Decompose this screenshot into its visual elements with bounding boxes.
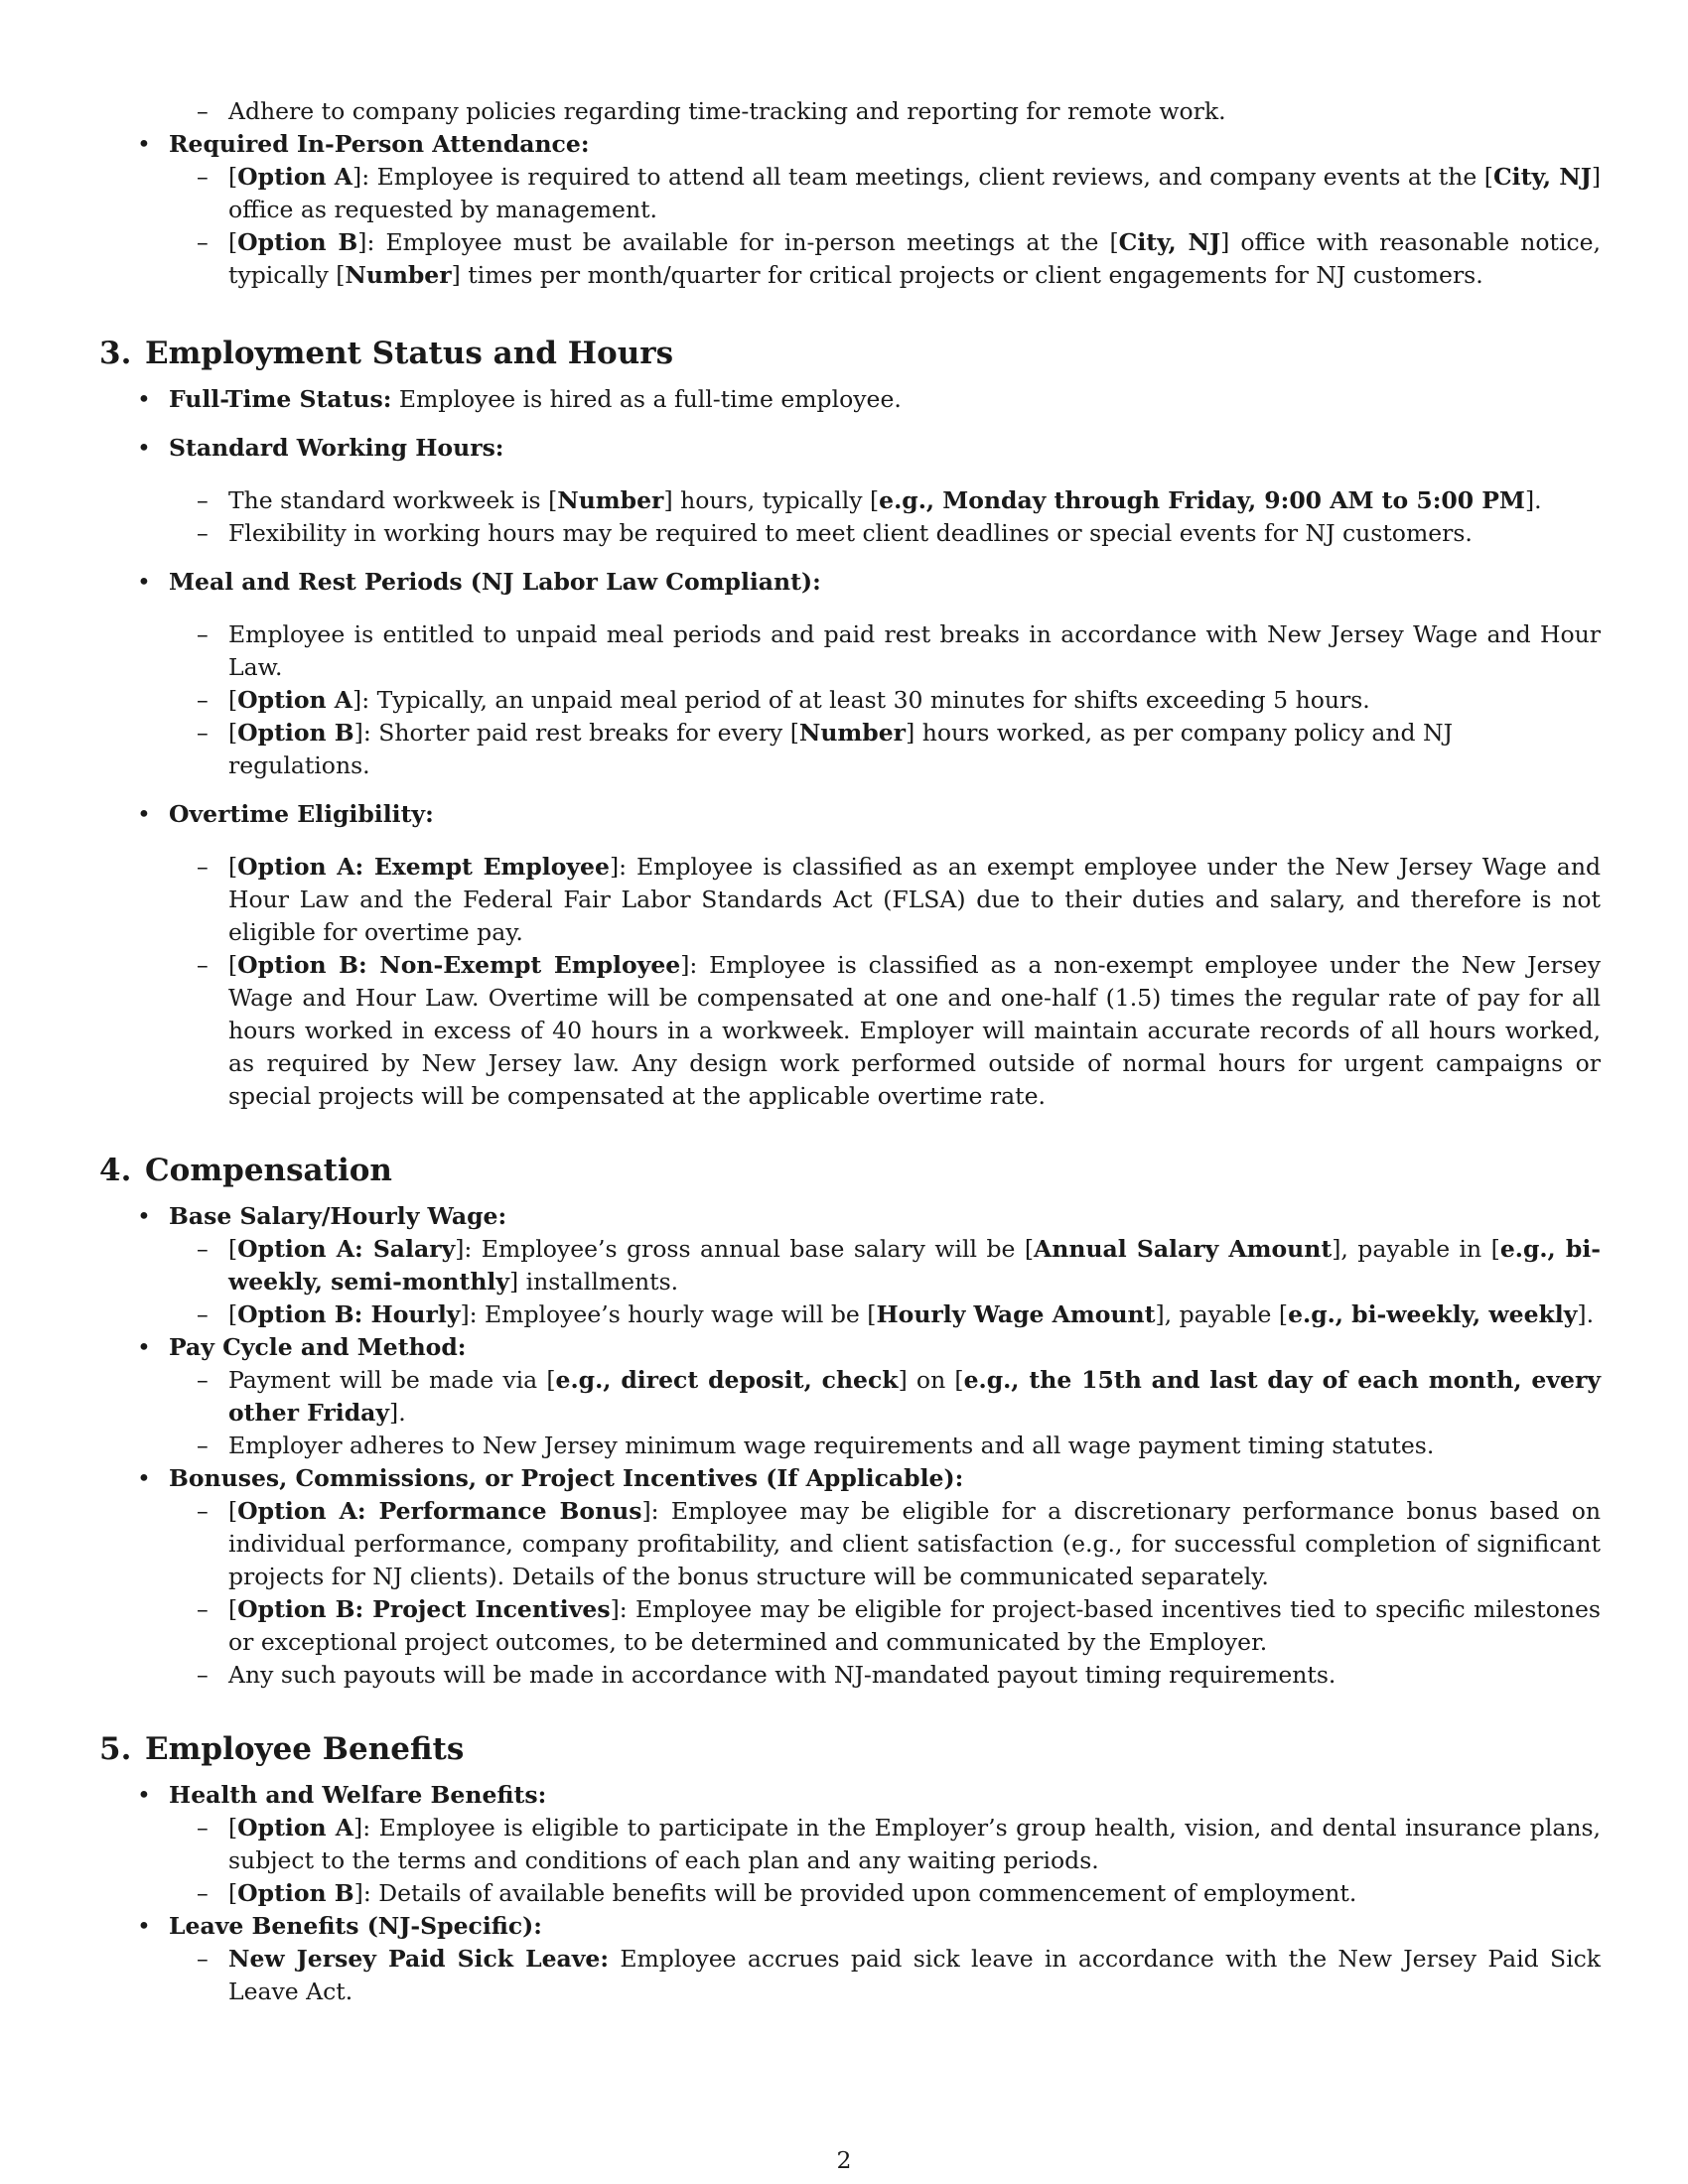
list-item: – [Option A]: Typically, an unpaid meal period of at least 30 minutes for shifts exceeding 5 hours. xyxy=(99,684,1601,717)
list-item: – Flexibility in working hours may be required to meet client deadlines or special events for NJ customers. xyxy=(99,517,1601,550)
document-page xyxy=(99,95,1601,2008)
section-3-list xyxy=(99,383,1601,1113)
section-heading: 5. Employee Benefits xyxy=(99,1731,465,1767)
list-item: – [Option A]: Employee is eligible to participate in the Employer’s group health, vision, and dental insurance plans, subject to the terms and conditions of each plan and any waiting periods. xyxy=(99,1812,1601,1877)
list-item: – New Jersey Paid Sick Leave: Employee accrues paid sick leave in accordance with the New Jersey Paid Sick Leave Act. xyxy=(99,1943,1601,2008)
bullet-heading: Required In-Person Attendance: xyxy=(169,130,590,158)
list-item xyxy=(99,128,1601,161)
list-item: • Base Salary/Hourly Wage: xyxy=(99,1200,1601,1233)
list-item: • Standard Working Hours: xyxy=(99,432,1601,465)
list-item: – The standard workweek is [Number] hours, typically [e.g., Monday through Friday, 9:00 AM to 5:00 PM]. xyxy=(99,484,1601,517)
list-item: – [Option B]: Details of available benefits will be provided upon commencement of employment. xyxy=(99,1877,1601,1910)
list-item: – [Option B]: Shorter paid rest breaks for every [Number] hours worked, as per company policy and NJ regulations. xyxy=(99,717,1601,782)
list-item: – [Option B: Hourly]: Employee’s hourly wage will be [Hourly Wage Amount], payable [e.g., bi-weekly, weekly]. xyxy=(99,1298,1601,1331)
list-item: – [Option A: Salary]: Employee’s gross annual base salary will be [Annual Salary Amount], payable in [e.g., bi-weekly, semi-monthly] installments. xyxy=(99,1233,1601,1298)
list-item: – Employer adheres to New Jersey minimum wage requirements and all wage payment timing statutes. xyxy=(99,1430,1601,1462)
section-5-list xyxy=(99,1779,1601,2008)
list-item: – Employee is entitled to unpaid meal periods and paid rest breaks in accordance with New Jersey Wage and Hour Law. xyxy=(99,618,1601,684)
section-4-list xyxy=(99,1200,1601,1692)
list-item: • Bonuses, Commissions, or Project Incentives (If Applicable): xyxy=(99,1462,1601,1495)
list-item: – [Option A: Performance Bonus]: Employee may be eligible for a discretionary performance bonus based on individual performance, company profitability, and client satisfaction (e.g., for successful completion of significant projects for NJ clients). Details of the bonus structure will be communicated separately. xyxy=(99,1495,1601,1593)
section-2-continuation xyxy=(99,95,1601,292)
list-item: • Health and Welfare Benefits: xyxy=(99,1779,1601,1812)
list-item: – Payment will be made via [e.g., direct deposit, check] on [e.g., the 15th and last day of each month, every other Friday]. xyxy=(99,1364,1601,1430)
list-item: – [Option B: Non-Exempt Employee]: Employee is classified as a non-exempt employee under the New Jersey Wage and Hour Law. Overtime will be compensated at one and one-half (1.5) times the regular rate of pay for all hours worked in excess of 40 hours in a workweek. Employer will maintain accurate records of all hours worked, as required by New Jersey law. Any design work performed outside of normal hours for urgent campaigns or special projects will be compensated at the applicable overtime rate. xyxy=(99,949,1601,1113)
section-heading: 3. Employment Status and Hours xyxy=(99,336,674,371)
list-item: • Leave Benefits (NJ-Specific): xyxy=(99,1910,1601,1943)
list-item: – [Option B]: Employee must be available for in-person meetings at the [City, NJ] office with reasonable notice, typically [Number] times per month/quarter for critical projects or client engagements for NJ customers. xyxy=(99,226,1601,292)
list-item: – [Option A: Exempt Employee]: Employee is classified as an exempt employee under the New Jersey Wage and Hour Law and the Federal Fair Labor Standards Act (FLSA) due to their duties and salary, and therefore is not eligible for overtime pay. xyxy=(99,851,1601,949)
list-item: – [Option B: Project Incentives]: Employee may be eligible for project-based incentives tied to specific milestones or exceptional project outcomes, to be determined and communicated by the Employer. xyxy=(99,1593,1601,1659)
page-number: 2 xyxy=(836,2146,852,2174)
section-heading: 4. Compensation xyxy=(99,1153,392,1188)
list-item: – Any such payouts will be made in accordance with NJ-mandated payout timing requirements. xyxy=(99,1659,1601,1692)
list-item: • Overtime Eligibility: xyxy=(99,798,1601,831)
list-item: – Adhere to company policies regarding time-tracking and reporting for remote work. xyxy=(99,95,1601,128)
list-item: • Pay Cycle and Method: xyxy=(99,1331,1601,1364)
list-item: – [Option A]: Employee is required to attend all team meetings, client reviews, and company events at the [City, NJ] office as requested by management. xyxy=(99,161,1601,226)
list-item: • Full-Time Status: Employee is hired as a full-time employee. xyxy=(99,383,1601,416)
list-item: • Meal and Rest Periods (NJ Labor Law Compliant): xyxy=(99,566,1601,599)
